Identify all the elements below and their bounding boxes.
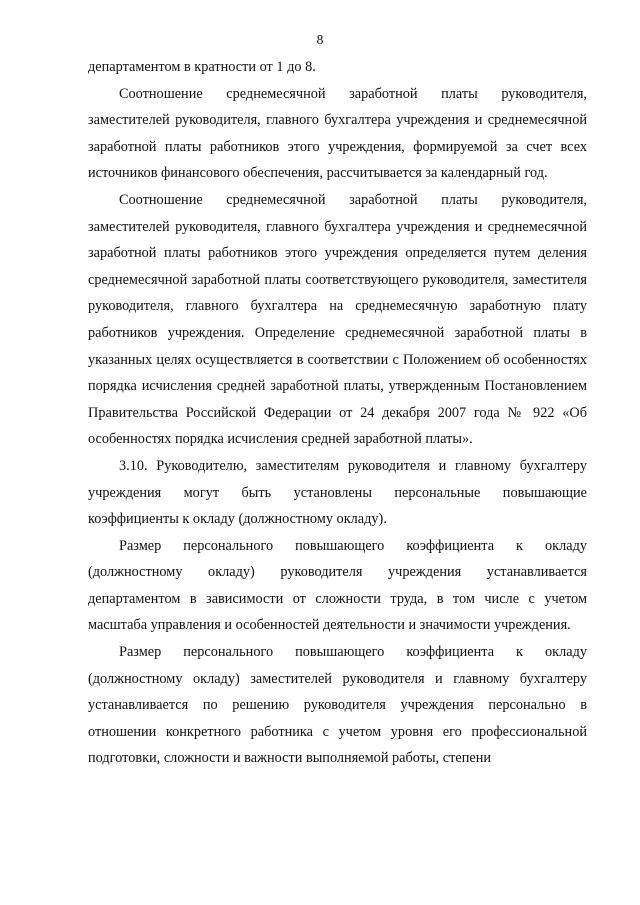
paragraph-section-3-10: 3.10. Руководителю, заместителям руководителя и главному бухгалтеру учреждения могут быть установлены персональные повышающие коэффициенты к окладу (должностному окладу). <box>88 457 587 528</box>
document-body <box>88 54 587 772</box>
page-number: 8 <box>316 32 324 47</box>
paragraph-deputies-coefficient: Размер персонального повышающего коэффициента к окладу (должностному окладу) заместителей руководителя и главному бухгалтеру устанавливается по решению руководителя учреждения персонально в отношении конкретного работника с учетом уровня его профессиональной подготовки, сложности и важности выполняемой работы, степени <box>88 644 587 767</box>
paragraph-salary-ratio-period: Соотношение среднемесячной заработной платы руководителя, заместителей руководителя, главного бухгалтера учреждения и среднемесячной заработной платы работников этого учреждения, формируемой за счет всех источников финансового обеспечения, рассчитывается за календарный год. <box>88 85 587 182</box>
paragraph-continuation: департаментом в кратности от 1 до 8. <box>88 59 316 75</box>
paragraph-salary-ratio-calculation: Соотношение среднемесячной заработной платы руководителя, заместителей руководителя, главного бухгалтера учреждения и среднемесячной заработной платы работников этого учреждения определяется путем деления среднемесячной заработной платы соответствующего руководителя, заместителя руководителя, главного бухгалтера на среднемесячную заработную плату работников учреждения. Определение среднемесячной заработной платы в указанных целях осуществляется в соответствии с Положением об особенностях порядка исчисления средней заработной платы, утвержденным Постановлением Правительства Российской Федерации от 24 декабря 2007 года № 922 «Об особенностях порядка исчисления средней заработной платы». <box>88 191 587 448</box>
paragraph-head-coefficient: Размер персонального повышающего коэффициента к окладу (должностному окладу) руководителя учреждения устанавливается департаментом в зависимости от сложности труда, в том числе с учетом масштаба управления и особенностей деятельности и значимости учреждения. <box>88 537 587 634</box>
